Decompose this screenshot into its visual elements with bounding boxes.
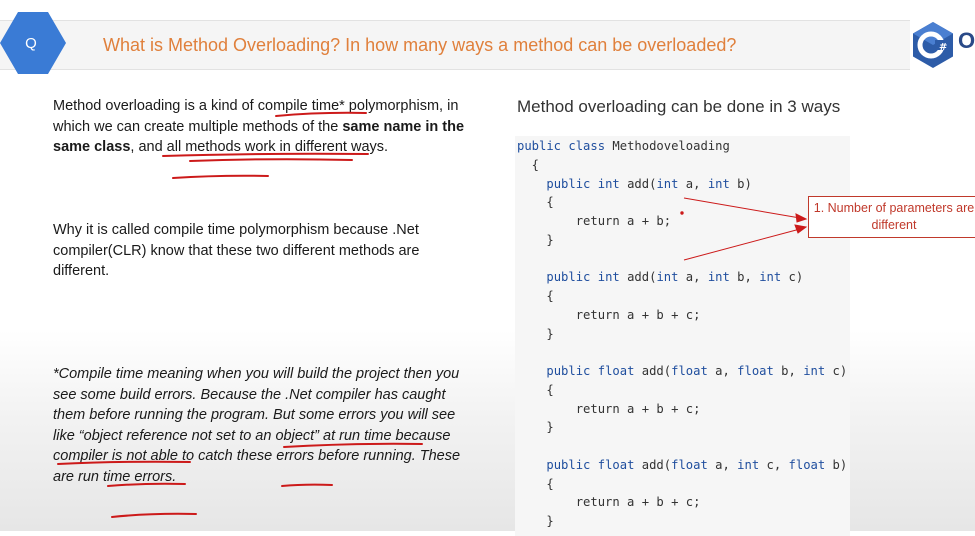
code-line: public int add(int a, int b) bbox=[546, 176, 752, 191]
badge-letter: Q bbox=[25, 34, 37, 52]
underline-different-ways bbox=[173, 176, 268, 178]
code-line bbox=[517, 437, 847, 456]
svg-text:#: # bbox=[939, 42, 948, 53]
code-line: return a + b + c; bbox=[517, 401, 701, 416]
csharp-logo-icon bbox=[908, 20, 958, 70]
code-line: return a + b + c; bbox=[517, 495, 701, 510]
section-heading: Method overloading can be done in 3 ways bbox=[517, 97, 841, 116]
logo-suffix: O bbox=[958, 28, 975, 53]
code-line: public int add(int a, int b, int c) bbox=[546, 270, 804, 285]
text-run: . bbox=[384, 139, 389, 156]
code-block bbox=[517, 137, 847, 531]
underline-time-errors bbox=[112, 514, 196, 517]
code-line: { bbox=[517, 476, 554, 491]
text-run: , and all methods work in bbox=[130, 139, 295, 156]
code-line: return a + b + c; bbox=[517, 307, 701, 322]
runtime-error-example: object reference not set to an object bbox=[83, 427, 315, 444]
code-line: } bbox=[517, 326, 554, 341]
text-run: *Compile time meaning when you will build the project then you see some build errors. Because the .Net compiler has caught them before running the program. But some errors you will see like “ bbox=[53, 366, 460, 444]
code-line: } bbox=[517, 514, 554, 528]
page-title: What is Method Overloading? In how many ways a method can be overloaded? bbox=[103, 35, 737, 55]
code-line bbox=[517, 343, 847, 362]
code-line: } bbox=[517, 420, 554, 435]
why-compile-time-paragraph: Why it is called compile time polymorphism because .Net compiler(CLR) know that these two different methods are different. bbox=[53, 222, 420, 280]
code-line: { bbox=[517, 382, 554, 397]
underline-same-name-second bbox=[190, 159, 352, 161]
catch-these-term: catch these bbox=[198, 448, 273, 465]
same-name-emphasis: same name in the same class bbox=[53, 118, 465, 156]
code-line: { bbox=[517, 157, 540, 172]
compile-time-term: compile time bbox=[257, 98, 340, 114]
text-run: . These are run time errors. bbox=[53, 448, 461, 485]
definition-paragraph bbox=[53, 96, 473, 158]
code-line: { bbox=[517, 289, 554, 303]
code-line: public float add(float a, int c, float b) bbox=[546, 457, 848, 472]
code-line: return a + b; bbox=[517, 214, 672, 228]
text-run: Method overloading is a kind of bbox=[53, 98, 258, 114]
different-ways-term: different ways bbox=[294, 139, 385, 156]
running-term: running bbox=[363, 448, 412, 465]
code-line bbox=[517, 250, 847, 269]
code-line: { bbox=[517, 195, 554, 210]
code-line: } bbox=[517, 232, 554, 247]
text-run: ” at run time because compiler is not able to bbox=[53, 427, 451, 465]
text-run: errors before bbox=[272, 448, 364, 465]
text-run: * polymorphism, in which we can create multiple methods of the bbox=[53, 98, 459, 135]
code-line: public float add(float a, float b, int c) bbox=[546, 364, 848, 378]
parameters-callout: 1. Number of parameters are different bbox=[808, 196, 975, 238]
code-line: public class Methodoveloading bbox=[517, 139, 730, 153]
compile-time-footnote bbox=[53, 364, 463, 488]
